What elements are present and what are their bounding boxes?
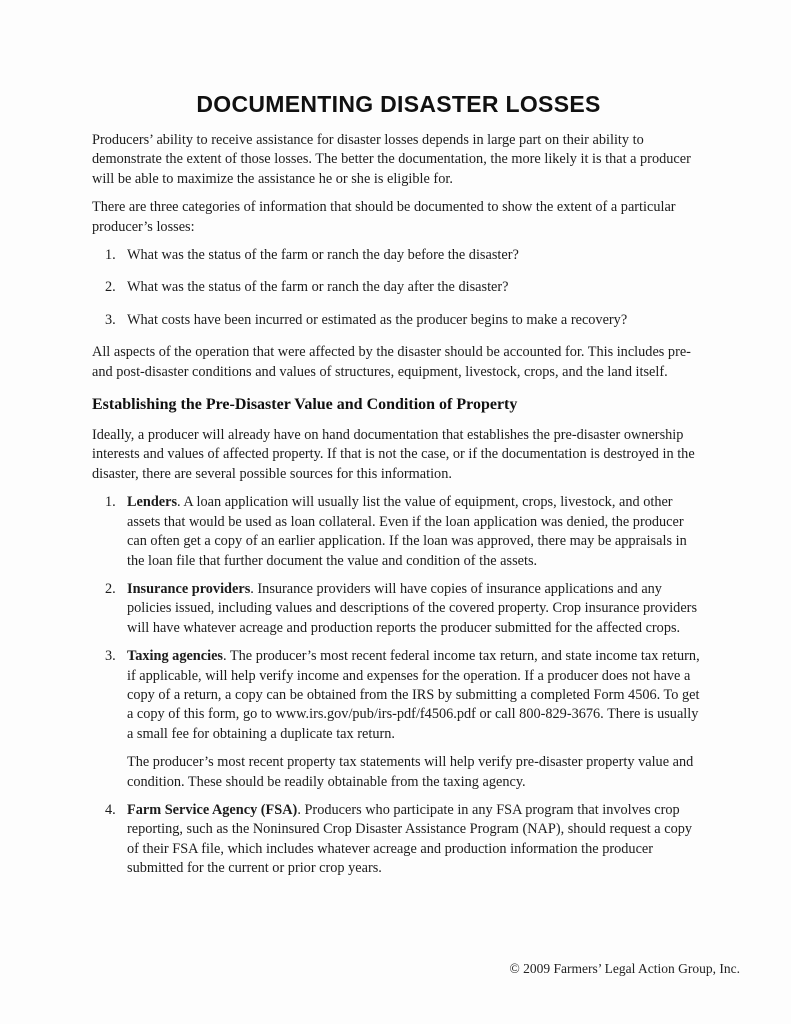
list-item-number: 2. (105, 580, 116, 597)
list-item-text: What was the status of the farm or ranch the day after the disaster? (127, 279, 509, 296)
section-intro-paragraph: Ideally, a producer will already have on hand documentation that establishes the pre-disaster ownership interests and values of affected property. If that is not the case, or if the documentation is destroyed in the disaster, there are several possible sources for this information. (92, 427, 695, 482)
intro-paragraph-2: There are three categories of information that should be documented to show the extent of a particular producer’s losses: (92, 199, 676, 235)
list-item (92, 801, 705, 879)
list-item-term: Insurance providers (127, 580, 251, 597)
list-item-text (127, 801, 705, 879)
list-item-body: . Producers who participate in any FSA program that involves crop reporting, such as the Noninsured Crop Disaster Assistance Program (NAP), should request a copy of their FSA file, which includes whatever acreage and production information the producer submitted for the current or prior crop years. (127, 801, 693, 877)
list-item-number: 3. (105, 648, 116, 665)
sources-list (92, 493, 705, 878)
list-item (92, 278, 705, 297)
list-item-text (127, 580, 705, 638)
list-item-text: What was the status of the farm or ranch the day before the disaster? (127, 247, 519, 264)
list-item-number: 3. (105, 311, 116, 328)
list-item (92, 647, 705, 792)
list-item-term: Farm Service Agency (FSA) (127, 801, 298, 818)
list-item (92, 580, 705, 638)
list-item-term: Taxing agencies (127, 648, 223, 665)
list-item-text (127, 647, 705, 792)
list-item-number: 2. (105, 279, 116, 296)
list-item (92, 493, 705, 571)
list-item-text (127, 493, 705, 571)
list-item (92, 311, 705, 330)
list-item-number: 4. (105, 801, 116, 818)
list-item-text: What costs have been incurred or estimated as the producer begins to make a recovery? (127, 311, 628, 328)
intro-paragraph-3: All aspects of the operation that were affected by the disaster should be accounted for. This includes pre- and post-disaster conditions and values of structures, equipment, livestock, crops, and the land itself. (92, 344, 691, 380)
list-item-term: Lenders (127, 494, 178, 511)
list-item-extra-paragraph: The producer’s most recent property tax statements will help verify pre-disaster property value and condition. These should be readily obtainable from the taxing agency. (127, 754, 694, 790)
list-item (92, 246, 705, 265)
list-item-body: . Insurance providers will have copies of insurance applications and any policies issued, including values and descriptions of the covered property. Crop insurance providers will have whatever acreage and production reports the producer submitted for the affected crops. (127, 580, 698, 636)
page-title: DOCUMENTING DISASTER LOSSES (196, 91, 601, 117)
list-item-number: 1. (105, 494, 116, 511)
list-item-body: . A loan application will usually list the value of equipment, crops, livestock, and other assets that would be used as loan collateral. Even if the loan application was denied, the producer can often get a copy of an earlier application. If the loan was approved, there may be appraisals in the loan file that further document the value and condition of the assets. (127, 494, 687, 569)
document-content (92, 90, 705, 888)
list-item-number: 1. (105, 247, 116, 264)
list-item-body: . The producer’s most recent federal income tax return, and state income tax return, if applicable, will help verify income and expenses for the operation. If a producer does not have a copy of a return, a copy can be obtained from the IRS by submitting a completed Form 4506. To get a copy of this form, go to www.irs.gov/pub/irs-pdf/f4506.pdf or call 800-829-3676. There is usually a small fee for obtaining a duplicate tax return. (127, 648, 700, 742)
copyright-notice: © 2009 Farmers’ Legal Action Group, Inc. (509, 961, 740, 976)
questions-list (92, 246, 705, 330)
section-heading: Establishing the Pre-Disaster Value and Condition of Property (92, 396, 518, 414)
intro-paragraph-1: Producers’ ability to receive assistance for disaster losses depends in large part on their ability to demonstrate the extent of those losses. The better the documentation, the more likely it is that a producer will be able to maximize the assistance he or she is eligible for. (92, 132, 691, 187)
